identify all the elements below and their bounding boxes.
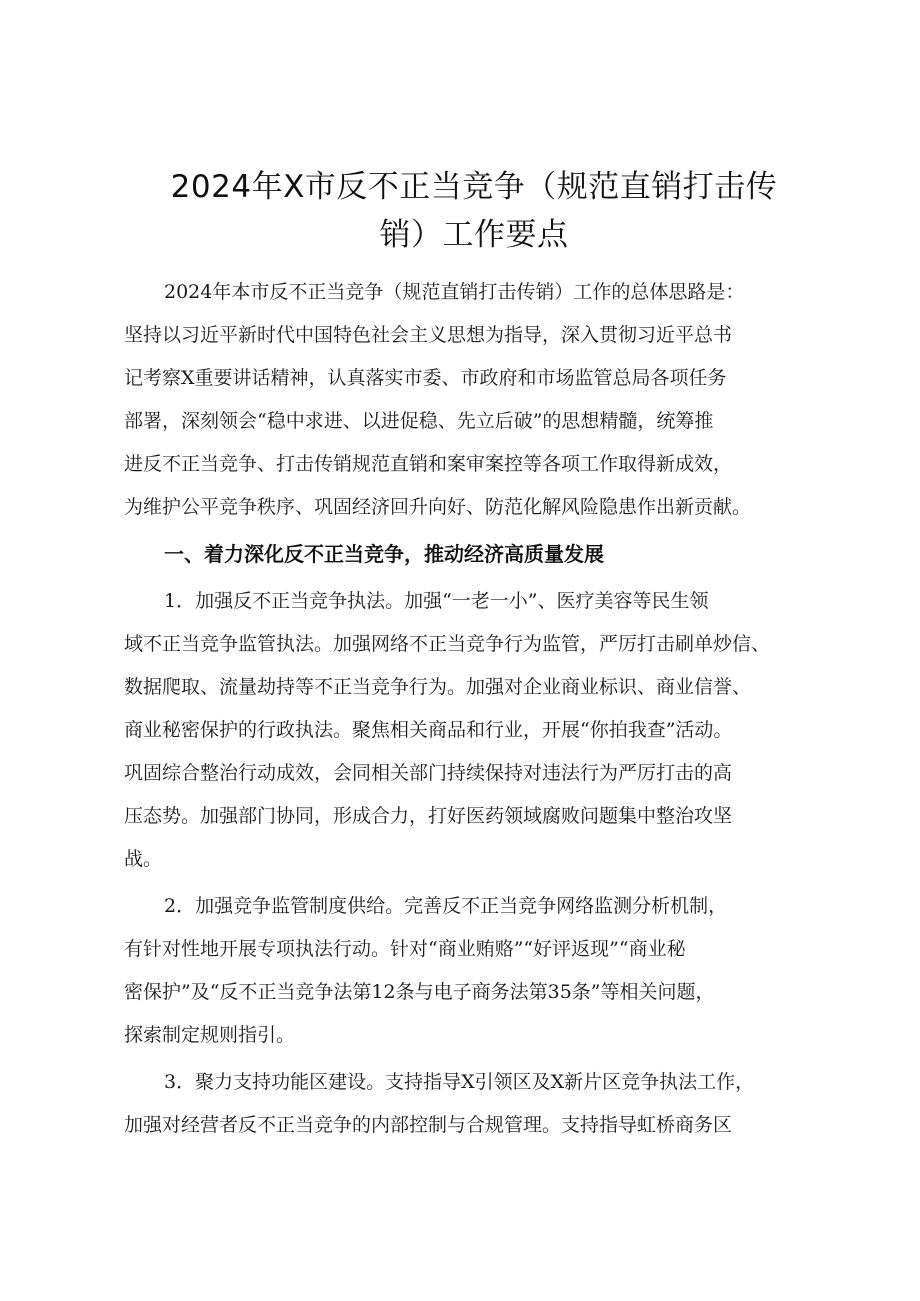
item-1-line: 巩固综合整治行动成效，会同相关部门持续保持对违法行为严厉打击的高 (124, 762, 733, 784)
document-title (124, 163, 824, 259)
item-1-line: 域不正当竞争监管执法。加强网络不正当竞争行为监管，严厉打击刷单炒信、 (124, 633, 771, 655)
intro-paragraph (124, 271, 824, 529)
item-2-line: 有针对性地开展专项执法行动。针对“商业贿赂”“好评返现”“商业秘 (124, 938, 686, 960)
section-heading-1: 一、着力深化反不正当竞争，推动经济高质量发展 (164, 542, 604, 566)
item-1-line: 压态势。加强部门协同，形成合力，打好医药领域腐败问题集中整治攻坚 (124, 805, 733, 827)
item-2-line: 探索制定规则指引。 (124, 1024, 296, 1046)
item-1-paragraph (124, 580, 824, 881)
item-1-line: 商业秘密保护的行政执法。聚焦相关商品和行业，开展“你拍我查”活动。 (124, 719, 733, 741)
item-2-line: 密保护”及“反不正当竞争法第12条与电子商务法第35条”等相关问题， (124, 981, 715, 1003)
intro-line: 2024年本市反不正当竞争（规范直销打击传销）工作的总体思路是： (164, 281, 745, 303)
item-2-paragraph (124, 885, 824, 1057)
item-1-line: 战。 (124, 848, 163, 870)
item-3-paragraph (124, 1061, 824, 1147)
item-1-line: 1．加强反不正当竞争执法。加强“一老一小”、医疗美容等民生领 (164, 590, 709, 612)
intro-line: 进反不正当竞争、打击传销规范直销和案审案控等各项工作取得新成效， (124, 453, 733, 475)
item-2-line: 2．加强竞争监管制度供给。完善反不正当竞争网络监测分析机制， (164, 895, 728, 917)
intro-line: 部署，深刻领会“稳中求进、以进促稳、先立后破”的思想精髓，统筹推 (124, 410, 714, 432)
intro-line: 坚持以习近平新时代中国特色社会主义思想为指导，深入贯彻习近平总书 (124, 324, 733, 346)
item-1-line: 数据爬取、流量劫持等不正当竞争行为。加强对企业商业标识、商业信誉、 (124, 676, 752, 698)
intro-line: 为维护公平竞争秩序、巩固经济回升向好、防范化解风险隐患作出新贡献。 (124, 496, 752, 518)
title-line-1: 2024年X市反不正当竞争（规范直销打击传 (170, 169, 778, 205)
intro-line: 记考察X重要讲话精神，认真落实市委、市政府和市场监管总局各项任务 (124, 367, 727, 389)
item-3-line: 加强对经营者反不正当竞争的内部控制与合规管理。支持指导虹桥商务区 (124, 1114, 733, 1136)
title-line-2: 销）工作要点 (379, 217, 569, 253)
item-3-line: 3．聚力支持功能区建设。支持指导X引领区及X新片区竞争执法工作， (164, 1071, 755, 1093)
